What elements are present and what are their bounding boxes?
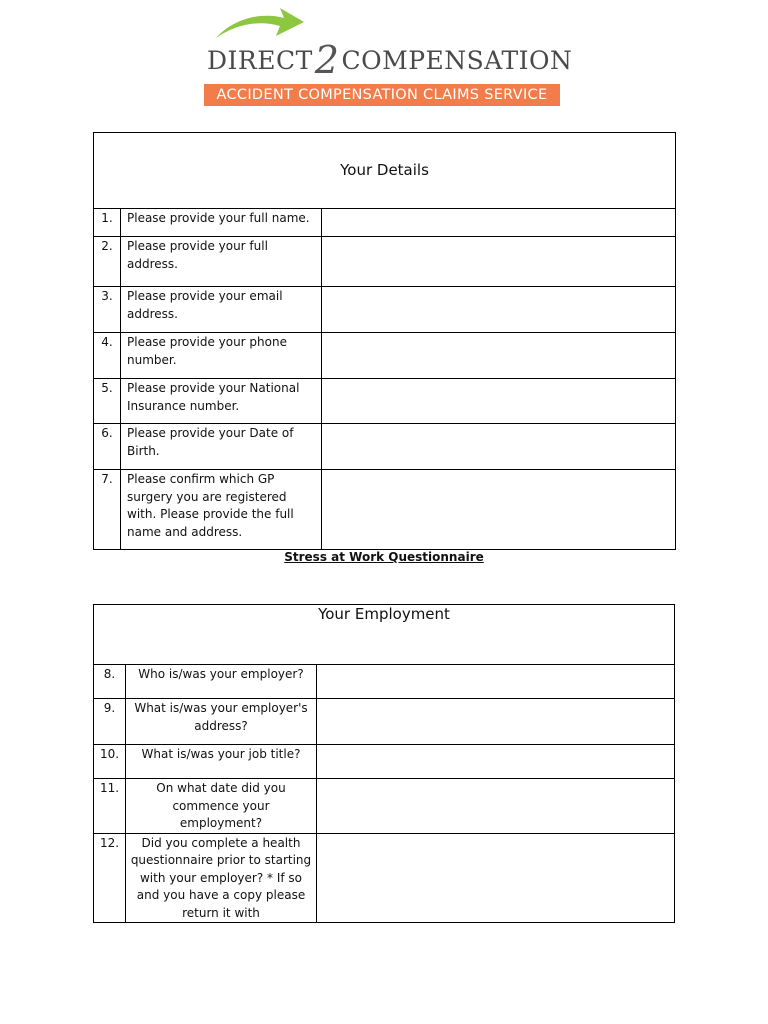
question-label: Did you complete a health questionnaire prior to starting with your employer? * If so and you have a copy please return it with [126,833,317,923]
answer-cell-job-title[interactable] [317,745,675,779]
row-number: 8. [94,665,126,699]
row-number: 6. [94,424,121,470]
question-label: Please provide your National Insurance number. [121,379,322,424]
logo-word-mid: 2 [314,38,340,82]
question-label: Please provide your email address. [121,287,322,333]
answer-cell-gp-surgery[interactable] [322,470,676,550]
row-number: 10. [94,745,126,779]
row-number: 12. [94,833,126,923]
answer-cell-start-date[interactable] [317,779,675,834]
row-number: 5. [94,379,121,424]
row-number: 11. [94,779,126,834]
details-heading: Your Details [94,133,676,209]
logo-word-right: COMPENSATION [341,46,573,75]
answer-cell-phone[interactable] [322,333,676,379]
answer-cell-full-name[interactable] [322,209,676,237]
row-number: 3. [94,287,121,333]
answer-cell-email[interactable] [322,287,676,333]
question-label: Please confirm which GP surgery you are registered with. Please provide the full name and address. [121,470,322,550]
employment-heading: Your Employment [94,605,675,665]
question-label: Please provide your full address. [121,237,322,287]
question-label: Please provide your Date of Birth. [121,424,322,470]
company-logo [0,0,768,120]
row-number: 9. [94,699,126,745]
answer-cell-dob[interactable] [322,424,676,470]
row-number: 4. [94,333,121,379]
question-label: What is/was your job title? [126,745,317,779]
employment-table [93,604,675,923]
answer-cell-full-address[interactable] [322,237,676,287]
question-label: Who is/was your employer? [126,665,317,699]
row-number: 7. [94,470,121,550]
row-number: 2. [94,237,121,287]
answer-cell-employer[interactable] [317,665,675,699]
details-table [93,132,676,550]
question-label: On what date did you commence your employment? [126,779,317,834]
question-label: Please provide your phone number. [121,333,322,379]
answer-cell-employer-address[interactable] [317,699,675,745]
arrow-icon [214,2,306,42]
logo-wordmark [207,38,573,82]
questionnaire-subtitle: Stress at Work Questionnaire [284,550,484,564]
logo-word-left: DIRECT [207,46,313,75]
question-label: Please provide your full name. [121,209,322,237]
logo-tagline: ACCIDENT COMPENSATION CLAIMS SERVICE [204,84,560,106]
row-number: 1. [94,209,121,237]
answer-cell-ni-number[interactable] [322,379,676,424]
question-label: What is/was your employer's address? [126,699,317,745]
answer-cell-health-questionnaire[interactable] [317,833,675,923]
